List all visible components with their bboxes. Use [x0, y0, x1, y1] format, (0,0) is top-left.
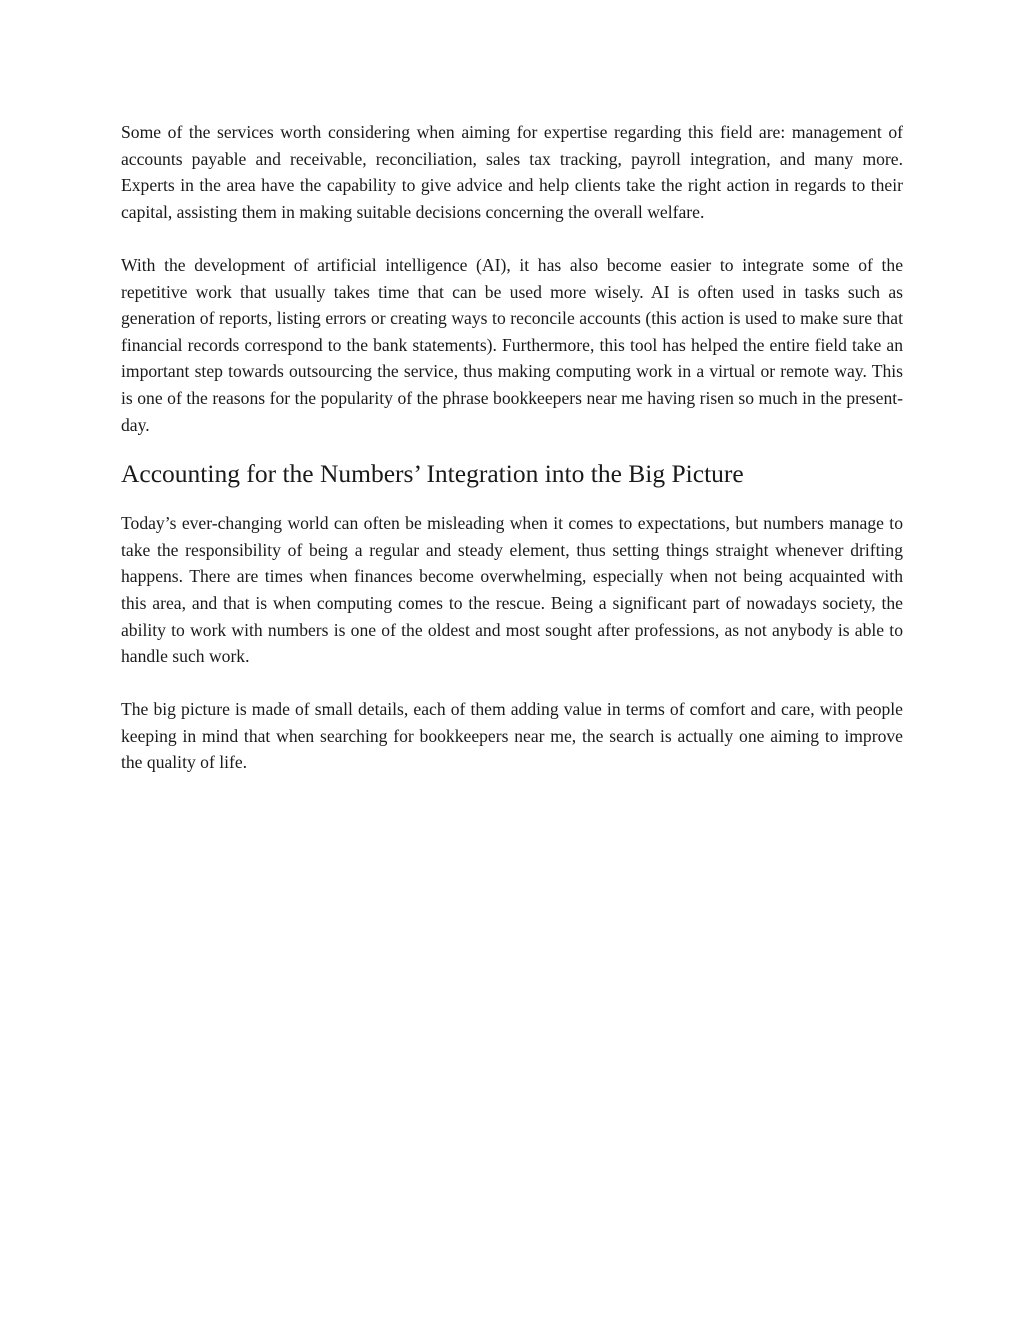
paragraph-numbers: Today’s ever-changing world can often be misleading when it comes to expectations, but numbers manage to take the responsibility of being a regular and steady element, thus setting things straight whenever drifting happens. There are times when finances become overwhelming, especially when not being acquainted with this area, and that is when computing comes to the rescue. Being a significant part of nowadays society, the ability to work with numbers is one of the oldest and most sought after professions, as not anybody is able to handle such work. [121, 513, 903, 667]
paragraph-ai: With the development of artificial intelligence (AI), it has also become easier to integrate some of the repetitive work that usually takes time that can be used more wisely. AI is often used in tasks such as generation of reports, listing errors or creating ways to reconcile accounts (this action is used to make sure that financial records correspond to the bank statements). Furthermore, this tool has helped the entire field take an important step towards outsourcing the service, thus making computing work in a virtual or remote way. This is one of the reasons for the popularity of the phrase bookkeepers near me having risen so much in the present-day. [121, 254, 903, 435]
section-heading: Accounting for the Numbers’ Integration into the Big Picture [121, 459, 744, 489]
paragraph-services: Some of the services worth considering when aiming for expertise regarding this field are: management of accounts payable and receivable, reconciliation, sales tax tracking, payroll integration, and many more. Experts in the area have the capability to give advice and help clients take the right action in regards to their capital, assisting them in making suitable decisions concerning the overall welfare. [121, 122, 903, 222]
document-page [121, 119, 903, 776]
paragraph-big-picture: The big picture is made of small details, each of them adding value in terms of comfort and care, with people keeping in mind that when searching for bookkeepers near me, the search is actually one aiming to improve the quality of life. [121, 699, 903, 773]
